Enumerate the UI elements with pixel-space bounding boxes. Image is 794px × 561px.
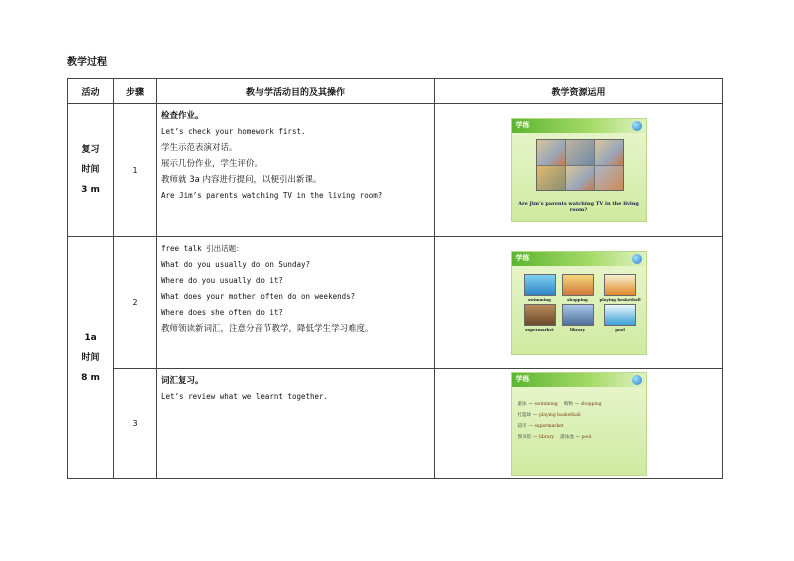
op-line: 教师领读新词汇，注意分音节教学，降低学生学习难度。 (161, 324, 374, 334)
globe-icon (632, 254, 642, 264)
operations-cell (157, 369, 435, 479)
vocab-picture (562, 304, 594, 332)
picture-label: pool (615, 326, 625, 332)
slide-logo: 学练 (515, 374, 530, 383)
comic-panel (595, 166, 623, 191)
resource-cell (435, 369, 723, 479)
activity-duration: 8 m (81, 372, 100, 383)
picture-label: shopping (567, 296, 588, 302)
vocab-picture (562, 274, 594, 302)
section-title: 教学过程 (67, 57, 107, 68)
vocab-zh: 打篮球 (517, 412, 531, 418)
globe-icon (632, 375, 642, 385)
vocab-zh: 游泳池 (560, 434, 574, 440)
shopping-image (562, 274, 594, 296)
comic-panel (566, 140, 594, 165)
activity-cell-1a (68, 237, 114, 479)
vocab-row: 超市 — supermarket (517, 423, 564, 429)
comic-panel (537, 166, 565, 191)
slide-header (512, 252, 646, 266)
vocab-picture (524, 274, 556, 302)
comic-panel (595, 140, 623, 165)
vocab-en: shopping (580, 401, 602, 407)
slide-thumbnail-vocab (511, 372, 647, 476)
table-row (68, 104, 723, 237)
vocab-en: swimming (534, 401, 558, 407)
activity-time-label: 时间 (81, 352, 100, 363)
globe-icon (632, 121, 642, 131)
op-line: 词汇复习。 (161, 376, 204, 386)
step-number: 3 (114, 369, 157, 479)
picture-label: library (570, 326, 585, 332)
picture-label: swimming (528, 296, 551, 302)
op-line: Where do you usually do it? (161, 276, 283, 285)
basketball-image (604, 274, 636, 296)
lesson-process-table (67, 78, 723, 479)
slide-header (512, 119, 646, 133)
vocab-picture (600, 274, 641, 302)
vocab-en: pool (581, 434, 592, 440)
activity-name: 复习 (81, 145, 100, 155)
vocab-picture (600, 304, 641, 332)
slide-thumbnail-comic (511, 118, 647, 222)
vocab-picture (524, 304, 556, 332)
op-line: 教师就 3a 内容进行提问，以便引出新课。 (161, 175, 322, 185)
header-step: 步骤 (114, 79, 157, 104)
picture-label: supermarket (525, 326, 554, 332)
vocab-zh: 购物 (563, 401, 573, 407)
vocab-row: 打篮球 — playing basketball (517, 412, 581, 418)
op-line: Where does she often do it? (161, 308, 283, 317)
slide-logo: 学练 (515, 121, 530, 129)
resource-cell (435, 104, 723, 237)
vocab-en: playing basketball (538, 412, 581, 418)
operations-cell (157, 237, 435, 369)
vocab-row: 游泳 — swimming 购物 — shopping (517, 401, 602, 407)
library-image (562, 304, 594, 326)
slide-header (512, 373, 646, 387)
activity-name: 1a (84, 332, 97, 343)
picture-label: playing basketball (599, 296, 641, 302)
vocab-list (518, 399, 602, 443)
header-operations: 教与学活动目的及其操作 (157, 79, 435, 104)
activity-cell-review (68, 104, 114, 237)
activity-time-label: 时间 (81, 165, 100, 175)
vocab-row: 图书馆 — library 游泳池 — pool (517, 434, 592, 440)
vocab-zh: 图书馆 (517, 434, 531, 440)
op-line: 展示几份作业，学生评价。 (161, 159, 264, 169)
vocab-zh: 游泳 (517, 401, 527, 407)
step-number: 2 (114, 237, 157, 369)
step-number: 1 (114, 104, 157, 237)
vocabulary-pictures (524, 274, 641, 332)
resource-cell (435, 237, 723, 369)
slide-thumbnail-places (511, 251, 647, 355)
op-line: free talk 引出话题： (161, 244, 244, 253)
op-line: What does your mother often do on weekends? (161, 292, 356, 301)
op-line: What do you usually do on Sunday? (161, 260, 311, 269)
vocab-en: library (538, 434, 555, 440)
slide-caption: Are Jim’s parents watching TV in the living room? (518, 201, 639, 213)
slide-logo: 学练 (515, 253, 530, 262)
supermarket-image (524, 304, 556, 326)
table-header-row (68, 79, 723, 104)
comic-strip-image (536, 139, 624, 191)
header-resources: 教学资源运用 (435, 79, 723, 104)
op-line: 学生示范表演对话。 (161, 143, 238, 153)
op-line: 检查作业。 (161, 111, 204, 121)
op-line: Let’s review what we learnt together. (161, 392, 329, 401)
swimming-image (524, 274, 556, 296)
table-row (68, 369, 723, 479)
operations-cell (157, 104, 435, 237)
vocab-en: supermarket (534, 423, 564, 429)
activity-duration: 3 m (81, 185, 100, 195)
comic-panel (537, 140, 565, 165)
op-line: Let’s check your homework first. (161, 127, 306, 136)
vocab-zh: 超市 (517, 423, 527, 429)
op-line: Are Jim’s parents watching TV in the living room? (161, 191, 383, 200)
table-row (68, 237, 723, 369)
header-activity: 活动 (68, 79, 114, 104)
pool-image (604, 304, 636, 326)
comic-panel (566, 166, 594, 191)
